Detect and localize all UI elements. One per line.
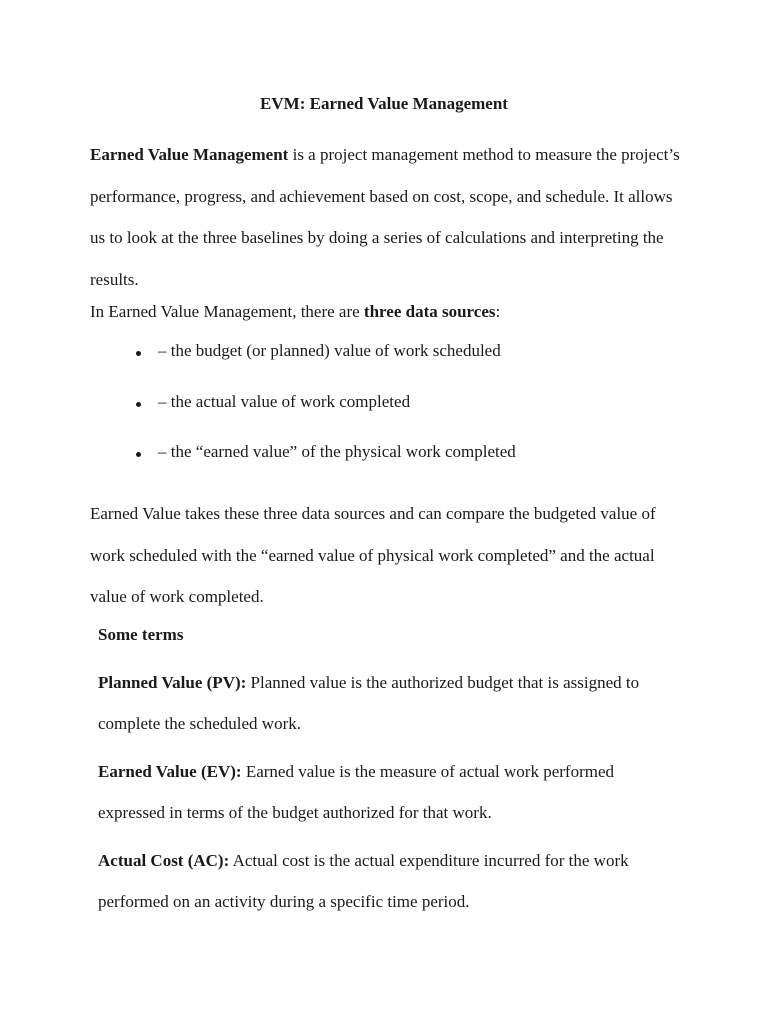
term-actual-cost bbox=[98, 840, 678, 922]
bullet-dot-icon bbox=[136, 452, 141, 457]
data-sources-line bbox=[90, 301, 690, 323]
bullet-dot-icon bbox=[136, 402, 141, 407]
intro-text: is a project management method to measure the project’s performance, progress, and achievement based on cost, scope, and schedule. It allows us to look at the three baselines by doing a series of calculations and interpreting the results. bbox=[90, 145, 680, 289]
terms-heading: Some terms bbox=[98, 625, 184, 644]
term-definition: Planned value is the authorized budget that is assigned to complete the scheduled work. bbox=[98, 673, 640, 733]
data-sources-prefix: In Earned Value Management, there are bbox=[90, 302, 364, 321]
bullet-dot-icon bbox=[136, 351, 141, 356]
comparison-paragraph: Earned Value takes these three data sources and can compare the budgeted value of work scheduled with the “earned value of physical work completed” and the actual value of work completed. bbox=[90, 504, 656, 606]
term-planned-value bbox=[98, 662, 678, 744]
term-label: Actual Cost (AC): bbox=[98, 851, 230, 870]
document-title: EVM: Earned Value Management bbox=[260, 94, 508, 113]
term-label: Planned Value (PV): bbox=[98, 673, 247, 692]
list-item-text: – the budget (or planned) value of work scheduled bbox=[158, 341, 501, 360]
term-definition: Earned value is the measure of actual work performed expressed in terms of the budget authorized for that work. bbox=[98, 762, 615, 822]
term-earned-value bbox=[98, 751, 678, 833]
intro-paragraph bbox=[90, 134, 690, 300]
intro-bold-lead: Earned Value Management bbox=[90, 145, 289, 164]
list-item-text: – the “earned value” of the physical work completed bbox=[158, 442, 516, 461]
data-sources-suffix: : bbox=[495, 302, 501, 321]
term-definition: Actual cost is the actual expenditure incurred for the work performed on an activity during a specific time period. bbox=[98, 851, 629, 911]
list-item-text: – the actual value of work completed bbox=[158, 391, 411, 411]
data-sources-bold: three data sources bbox=[363, 302, 496, 321]
term-label: Earned Value (EV): bbox=[98, 762, 242, 781]
